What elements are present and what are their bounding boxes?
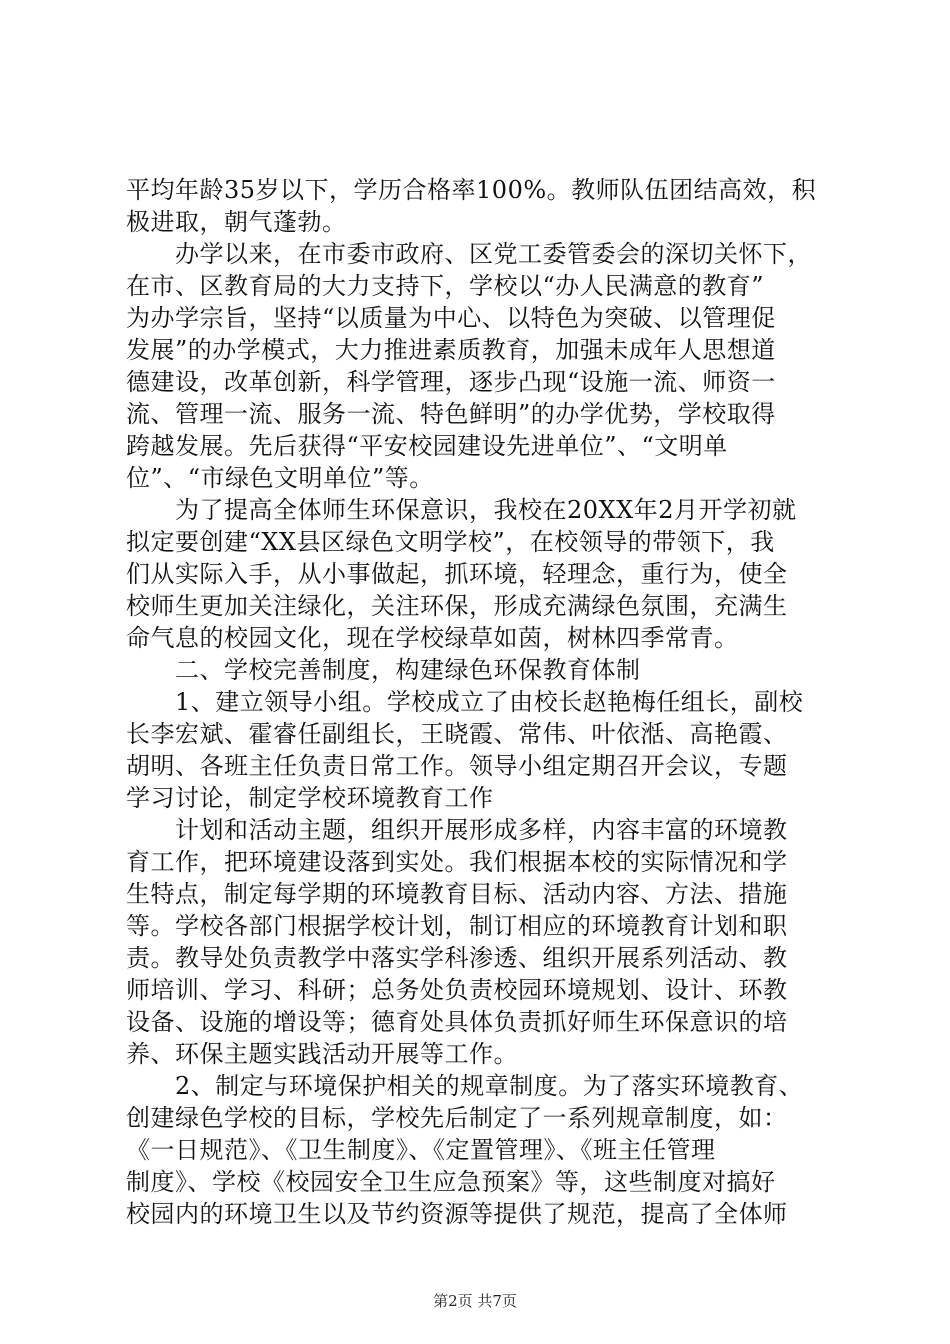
section-heading: 二、学校完善制度，构建绿色环保教育体制 [126,656,641,684]
text-line: 长李宏斌、霍睿任副组长，王晓霞、常伟、叶依湉、高艳霞、 [126,720,788,748]
text-line: 校师生更加关注绿化，关注环保，形成充满绿色氛围，充满生 [126,592,788,620]
text-line: 计划和活动主题，组织开展形成多样，内容丰富的环境教 [126,816,788,844]
text-line: 养、环保主题实践活动开展等工作。 [126,1040,518,1068]
text-line: 校园内的环境卫生以及节约资源等提供了规范，提高了全体师 [126,1200,788,1228]
text-line: 责。教导处负责教学中落实学科渗透、组织开展系列活动、教 [126,944,788,972]
text-line: 2、制定与环境保护相关的规章制度。为了落实环境教育、 [126,1072,804,1100]
text-line: 办学以来，在市委市政府、区党工委管委会的深切关怀下， [126,240,812,268]
page-number-footer: 第2页 共7页 [433,1292,517,1310]
text-line: 平均年龄35岁以下，学历合格率100%。教师队伍团结高效，积 [126,176,817,204]
text-line: 位”、“市绿色文明单位”等。 [126,464,434,492]
text-line: 创建绿色学校的目标，学校先后制定了一系列规章制度，如： [126,1104,788,1132]
text-line: 制度》、学校《校园安全卫生应急预案》等，这些制度对搞好 [126,1168,776,1196]
text-line: 们从实际入手，从小事做起，抓环境，轻理念，重行为，使全 [126,560,788,588]
text-line: 为办学宗旨，坚持“以质量为中心、以特色为突破、以管理促 [126,304,776,332]
text-line: 1、建立领导小组。学校成立了由校长赵艳梅任组长，副校 [126,688,804,716]
text-line: 流、管理一流、服务一流、特色鲜明”的办学优势，学校取得 [126,400,776,428]
text-line: 生特点，制定每学期的环境教育目标、活动内容、方法、措施 [126,880,788,908]
text-line: 为了提高全体师生环保意识，我校在20XX年2月开学初就 [126,496,797,524]
text-line: 拟定要创建“XX县区绿色文明学校”，在校领导的带领下，我 [126,528,775,556]
text-line: 设备、设施的增设等；德育处具体负责抓好师生环保意识的培 [126,1008,788,1036]
text-line: 极进取，朝气蓬勃。 [126,208,347,236]
text-line: 德建设，改革创新，科学管理，逐步凸现“设施一流、师资一 [126,368,776,396]
text-line: 育工作，把环境建设落到实处。我们根据本校的实际情况和学 [126,848,788,876]
text-line: 《一日规范》、《卫生制度》、《定置管理》、《班主任管理 [126,1136,716,1164]
text-line: 命气息的校园文化，现在学校绿草如茵，树林四季常青。 [126,624,739,652]
text-line: 在市、区教育局的大力支持下，学校以“办人民满意的教育” [126,272,765,300]
text-line: 发展”的办学模式，大力推进素质教育，加强未成年人思想道 [126,336,776,364]
text-line: 等。学校各部门根据学校计划，制订相应的环境教育计划和职 [126,912,788,940]
text-line: 学习讨论，制定学校环境教育工作 [126,784,494,812]
text-line: 师培训、学习、科研；总务处负责校园环境规划、设计、环教 [126,976,788,1004]
text-line: 跨越发展。先后获得“平安校园建设先进单位”、“文明单 [126,432,728,460]
text-line: 胡明、各班主任负责日常工作。领导小组定期召开会议，专题 [126,752,788,780]
